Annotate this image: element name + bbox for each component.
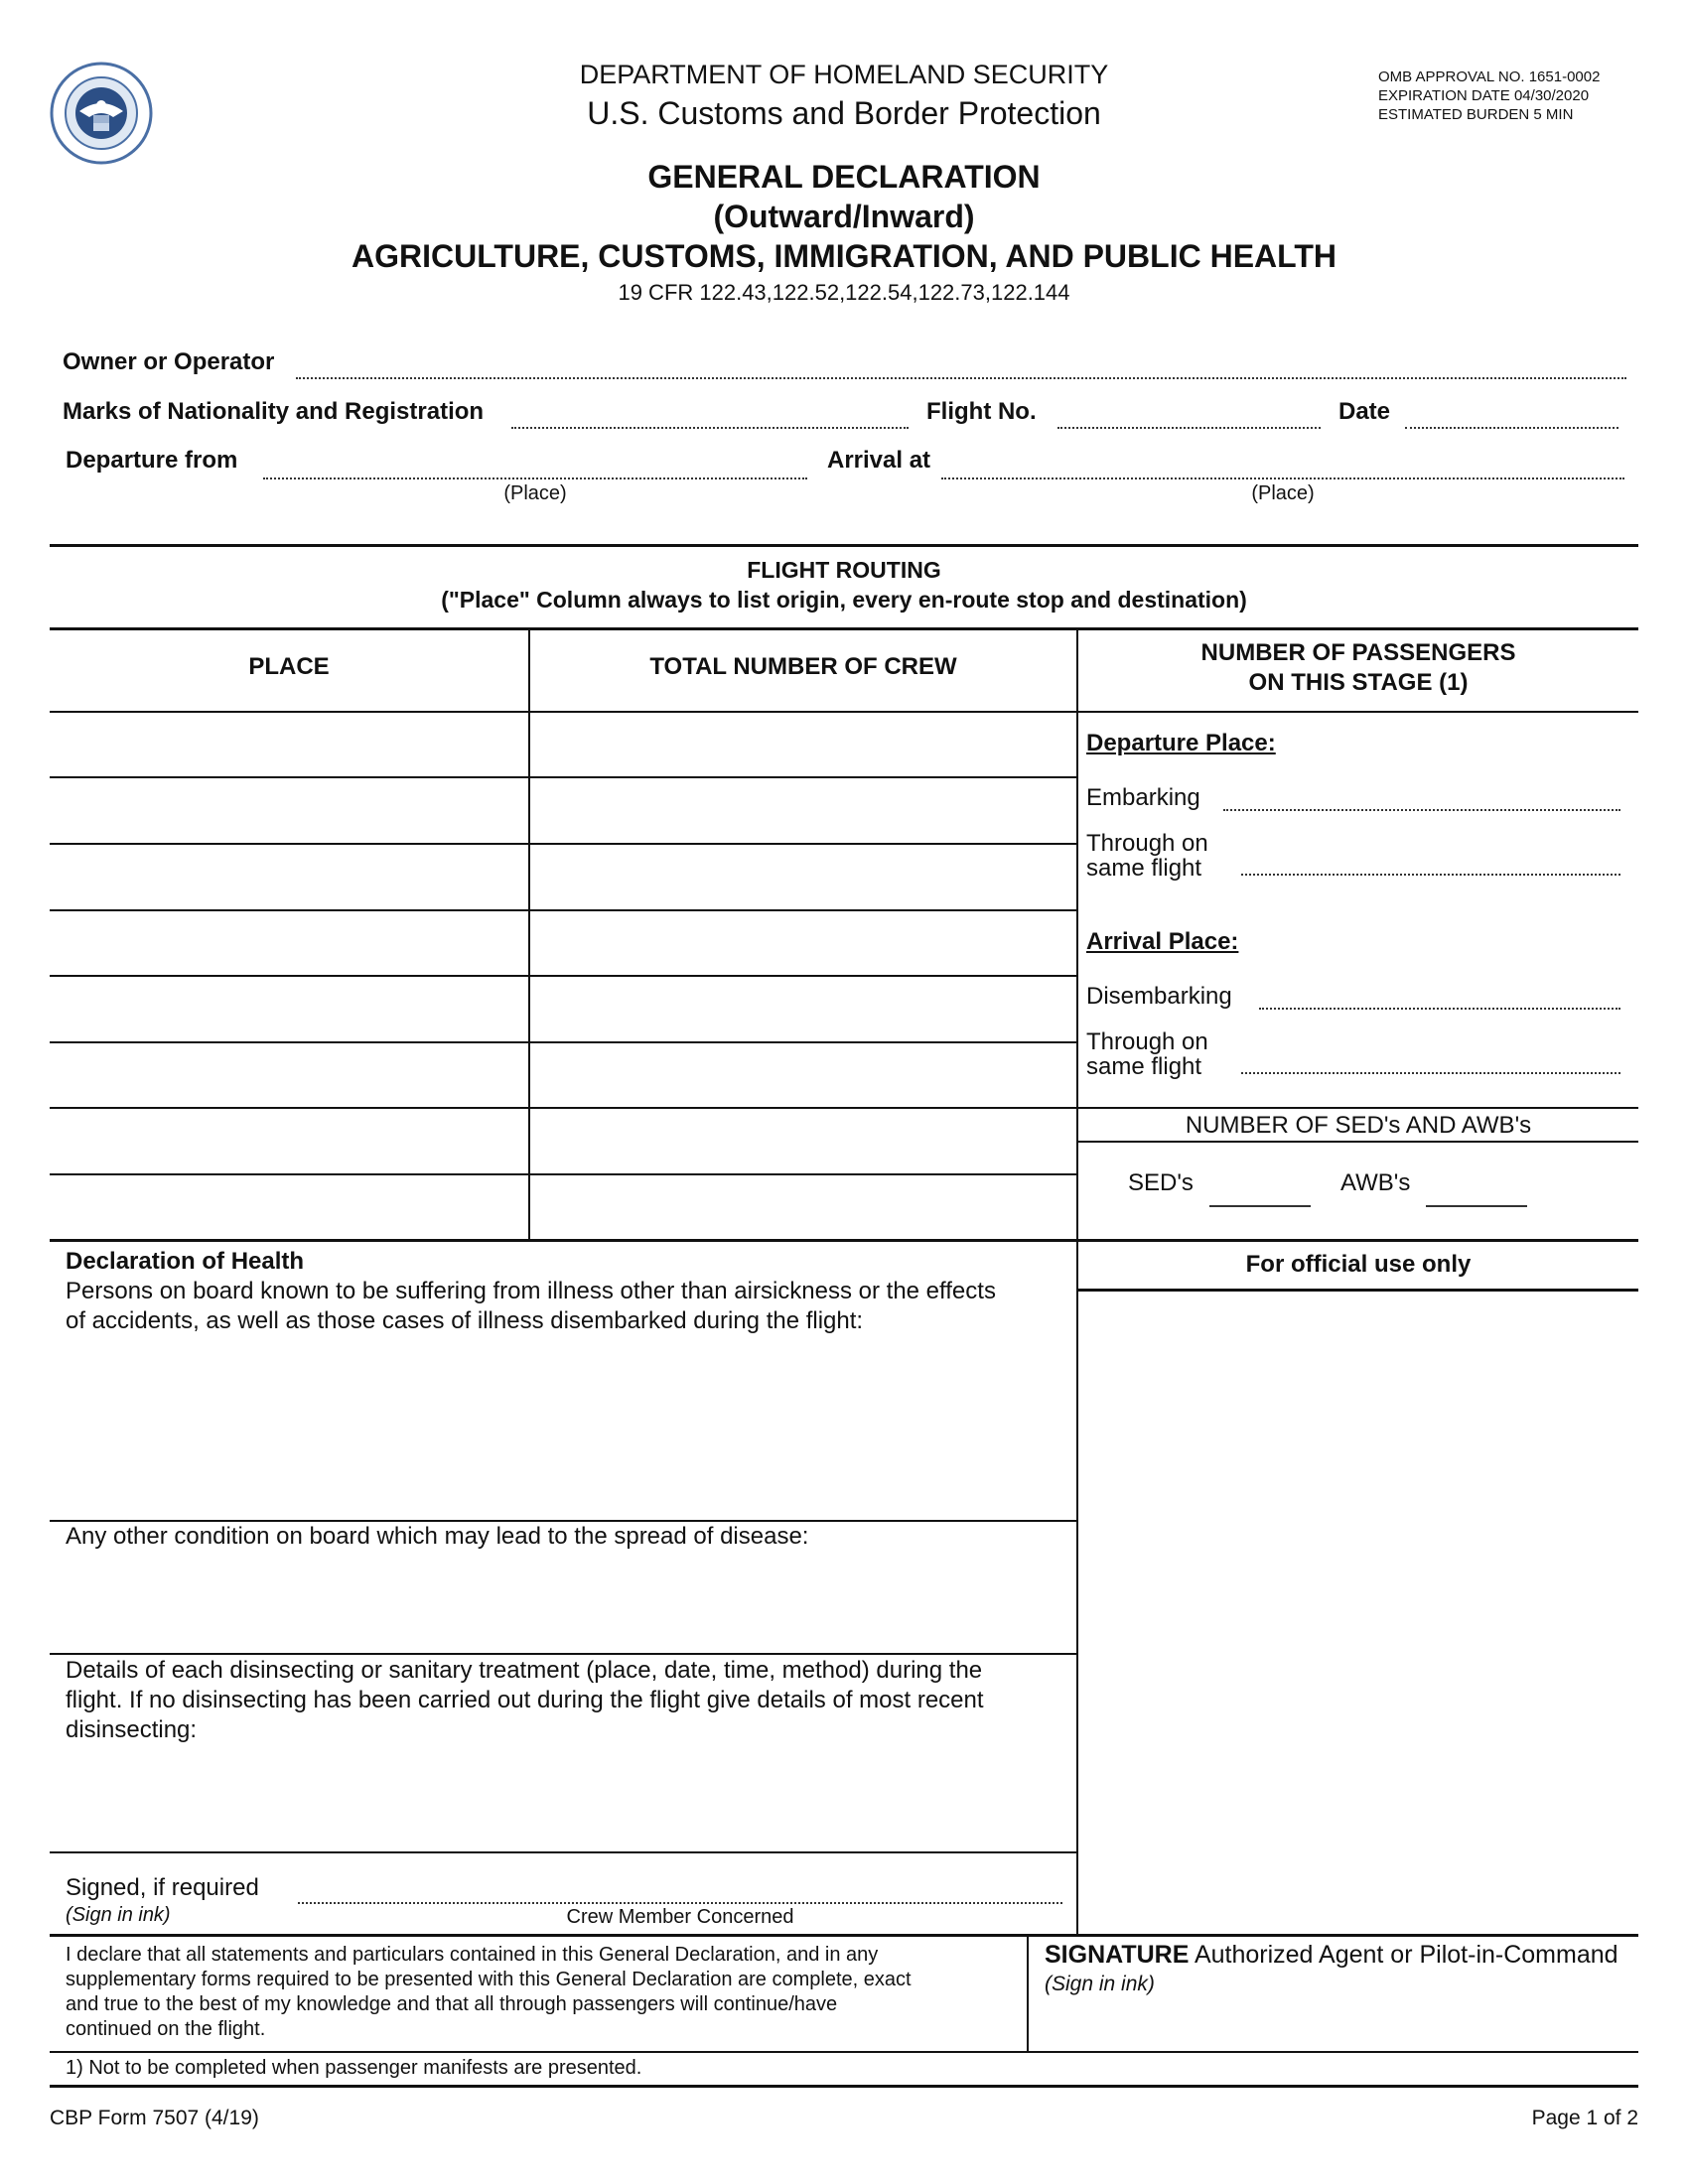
- divider: [50, 627, 1638, 630]
- through-on-text: Through on: [1086, 1028, 1208, 1055]
- departure-from-field[interactable]: [263, 478, 807, 479]
- other-condition-label: Any other condition on board which may lead to the spread of disease:: [66, 1523, 809, 1550]
- disembarking-field[interactable]: [1259, 1008, 1620, 1010]
- disinsecting-line3: disinsecting:: [66, 1716, 198, 1743]
- divider: [50, 711, 1638, 713]
- departure-place-hint: (Place): [503, 482, 567, 504]
- form-number: CBP Form 7507 (4/19): [50, 2107, 259, 2129]
- arrival-at-field[interactable]: [941, 478, 1624, 479]
- health-text-line1: Persons on board known to be suffering from illness other than airsickness or the effects: [66, 1278, 996, 1304]
- col-passengers-line2: ON THIS STAGE (1): [1248, 669, 1469, 696]
- through-departure-label: [1086, 831, 1208, 881]
- other-condition-area[interactable]: [52, 1554, 1070, 1648]
- marks-nationality-field[interactable]: [511, 427, 909, 429]
- divider: [50, 2085, 1638, 2088]
- table-row-line: [50, 909, 1076, 911]
- col-passengers-header: [1078, 638, 1638, 698]
- declaration-statement: [66, 1943, 912, 2042]
- cfr-reference: 19 CFR 122.43,122.52,122.54,122.73,122.144: [618, 280, 1070, 305]
- department-name: DEPARTMENT OF HOMELAND SECURITY: [579, 60, 1109, 89]
- table-row-line: [50, 1041, 1076, 1043]
- awbs-label: AWB's: [1340, 1169, 1411, 1196]
- omb-approval: OMB APPROVAL NO. 1651-0002: [1378, 68, 1601, 85]
- divider: [1076, 1141, 1638, 1143]
- divider: [50, 544, 1638, 547]
- embarking-label: Embarking: [1086, 784, 1200, 811]
- divider: [50, 1851, 1076, 1853]
- table-row-line: [50, 776, 1076, 778]
- footnote: 1) Not to be completed when passenger manifests are presented.: [66, 2057, 642, 2079]
- awbs-field[interactable]: [1426, 1205, 1527, 1207]
- health-title: Declaration of Health: [66, 1248, 305, 1275]
- crew-signature-field[interactable]: [298, 1902, 1062, 1904]
- disinsecting-line2: flight. If no disinsecting has been carried out during the flight give details of most recent: [66, 1687, 984, 1713]
- declaration-line4: continued on the flight.: [66, 2018, 266, 2040]
- seds-field[interactable]: [1209, 1205, 1311, 1207]
- through-departure-field[interactable]: [1241, 874, 1620, 876]
- form-title: GENERAL DECLARATION: [647, 159, 1041, 195]
- seds-label: SED's: [1128, 1169, 1194, 1196]
- disinsecting-line1: Details of each disinsecting or sanitary treatment (place, date, time, method) during the: [66, 1657, 983, 1684]
- divider: [1076, 1289, 1638, 1292]
- health-description: [66, 1277, 996, 1336]
- flight-routing-title: FLIGHT ROUTING: [747, 557, 941, 583]
- agency-name: U.S. Customs and Border Protection: [587, 95, 1101, 131]
- column-divider: [1076, 629, 1078, 1935]
- declaration-line1: I declare that all statements and particulars contained in this General Declaration, and in any: [66, 1944, 879, 1966]
- page-number: Page 1 of 2: [1531, 2107, 1638, 2129]
- through-on-text: Through on: [1086, 830, 1208, 857]
- illness-area[interactable]: [52, 1335, 1070, 1514]
- divider: [50, 1934, 1638, 1937]
- divider: [50, 2051, 1638, 2053]
- form-purpose: AGRICULTURE, CUSTOMS, IMMIGRATION, AND PUBLIC HEALTH: [352, 238, 1336, 274]
- expiration-date: EXPIRATION DATE 04/30/2020: [1378, 87, 1590, 104]
- col-place-header: PLACE: [248, 653, 330, 680]
- column-divider: [1027, 1936, 1029, 2051]
- health-text-line2: of accidents, as well as those cases of illness disembarked during the flight:: [66, 1307, 864, 1334]
- declaration-line2: supplementary forms required to be presented with this General Declaration are complete, exact: [66, 1969, 912, 1990]
- date-field[interactable]: [1405, 427, 1618, 429]
- pilot-signature-field[interactable]: [1033, 2000, 1634, 2048]
- owner-operator-label: Owner or Operator: [63, 348, 275, 375]
- signed-label: Signed, if required: [66, 1874, 259, 1901]
- same-flight-text: same flight: [1086, 1053, 1202, 1080]
- through-arrival-field[interactable]: [1241, 1072, 1620, 1074]
- same-flight-text: same flight: [1086, 855, 1202, 882]
- dhs-seal-icon: [50, 62, 153, 165]
- column-divider: [528, 629, 530, 1240]
- col-crew-header: TOTAL NUMBER OF CREW: [649, 653, 957, 680]
- marks-nationality-label: Marks of Nationality and Registration: [63, 398, 485, 425]
- signature-bold: SIGNATURE: [1045, 1941, 1190, 1969]
- disinsecting-description: [66, 1656, 984, 1745]
- crew-member-label: Crew Member Concerned: [566, 1906, 794, 1928]
- departure-from-label: Departure from: [66, 447, 238, 474]
- declaration-line3: and true to the best of my knowledge and that all through passengers will continue/have: [66, 1993, 838, 2015]
- signature-ink-hint: (Sign in ink): [1045, 1973, 1155, 1995]
- owner-operator-field[interactable]: [296, 377, 1626, 379]
- col-passengers-line1: NUMBER OF PASSENGERS: [1200, 639, 1516, 666]
- flight-routing-subtitle: ("Place" Column always to list origin, every en-route stop and destination): [441, 587, 1247, 613]
- estimated-burden: ESTIMATED BURDEN 5 MIN: [1378, 106, 1574, 123]
- departure-place-label: Departure Place:: [1086, 730, 1276, 756]
- disinsecting-area[interactable]: [52, 1747, 1070, 1846]
- table-row-line: [50, 1173, 1076, 1175]
- arrival-at-label: Arrival at: [827, 447, 931, 474]
- flight-no-field[interactable]: [1057, 427, 1321, 429]
- form-subtitle: (Outward/Inward): [713, 199, 975, 234]
- omb-info: [1378, 68, 1600, 124]
- divider: [1076, 1107, 1638, 1109]
- divider: [50, 1520, 1076, 1522]
- through-arrival-label: [1086, 1029, 1208, 1079]
- table-row-line: [50, 1107, 1076, 1109]
- sign-in-ink-hint: (Sign in ink): [66, 1904, 171, 1926]
- arrival-place-label: Arrival Place:: [1086, 928, 1239, 955]
- flight-no-label: Flight No.: [926, 398, 1037, 425]
- sed-awb-title: NUMBER OF SED's AND AWB's: [1185, 1112, 1532, 1139]
- embarking-field[interactable]: [1223, 809, 1620, 811]
- table-row-line: [50, 975, 1076, 977]
- signature-role: Authorized Agent or Pilot-in-Command: [1189, 1941, 1618, 1969]
- official-use-label: For official use only: [1245, 1251, 1472, 1278]
- signature-label: [1045, 1941, 1618, 1970]
- arrival-place-hint: (Place): [1251, 482, 1315, 504]
- official-use-area: [1080, 1294, 1636, 1929]
- dhs-seal: [50, 62, 153, 165]
- table-row-line: [50, 843, 1076, 845]
- date-label: Date: [1338, 398, 1391, 425]
- divider: [50, 1653, 1076, 1655]
- disembarking-label: Disembarking: [1086, 983, 1232, 1010]
- table-bottom-line: [50, 1239, 1638, 1242]
